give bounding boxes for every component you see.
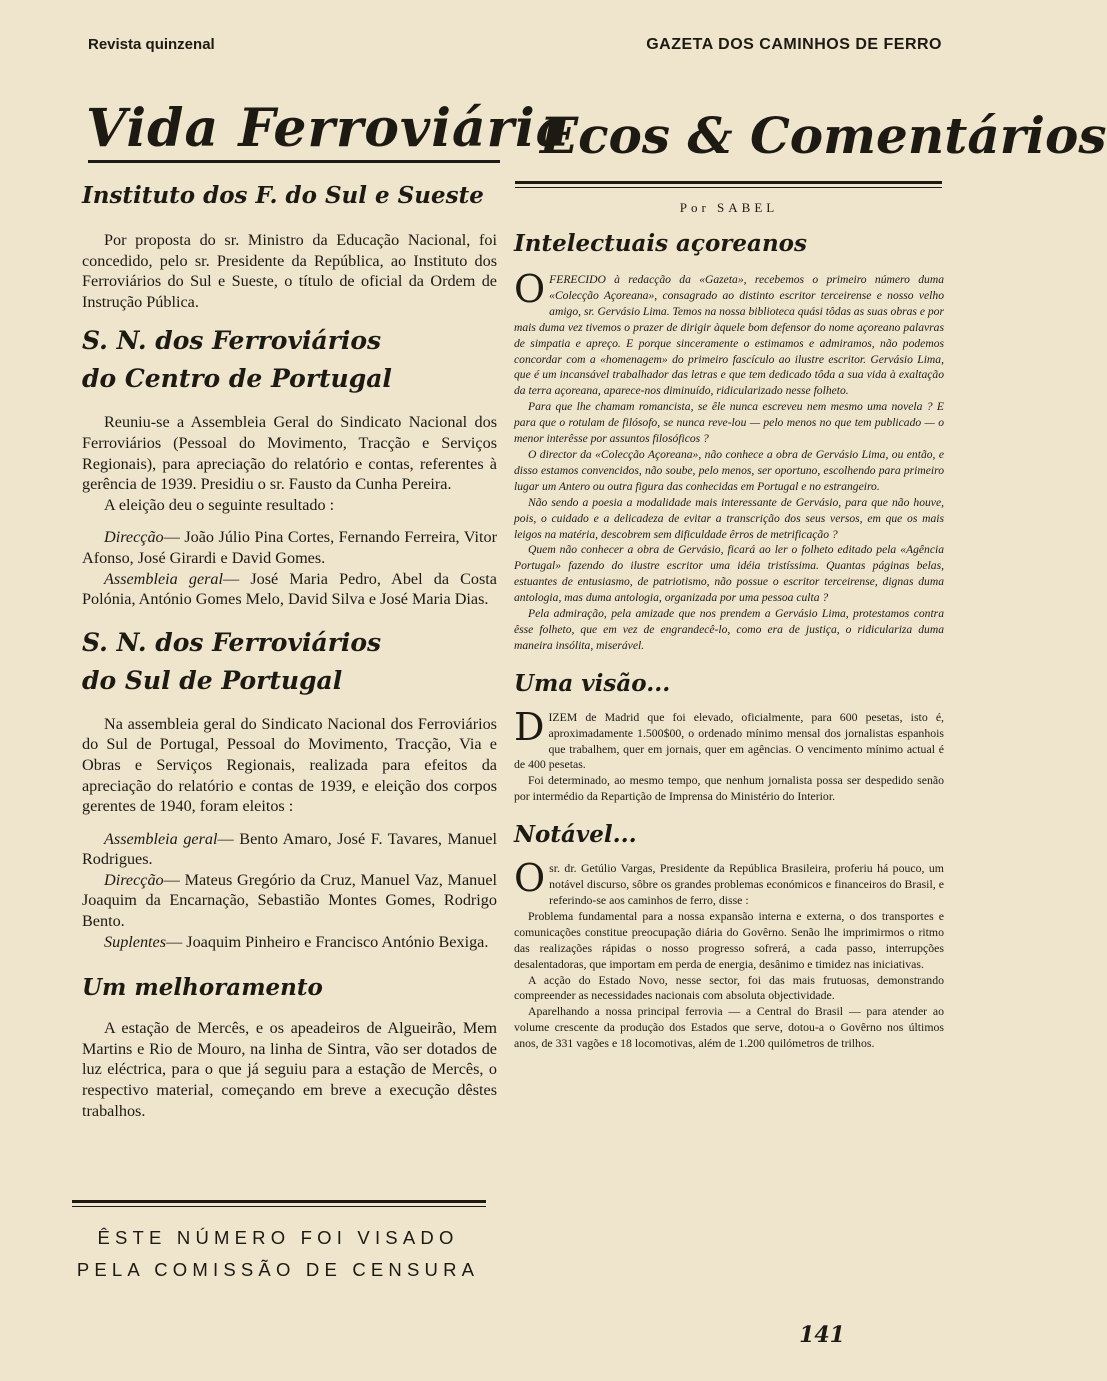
label-italic: Suplentes <box>104 932 167 951</box>
article-paragraph: A acção do Estado Novo, nesse sector, foi das mais frutuosas, demonstrando compreender as necessidades nacionais com absoluta objectividade. <box>514 972 944 1003</box>
heading-notavel: Notável... <box>514 821 637 849</box>
byline: Por SABEL <box>679 200 779 215</box>
heading-instituto: Instituto dos F. do Sul e Sueste <box>82 182 484 209</box>
paragraph-text: FERECIDO à redacção da «Gazeta», recebemos o primeiro número duma «Colecção Açoreana», consagrado ao distinto escritor terceirense e nosso velho amigo, sr. Gervásio Lima. Temos na nossa biblioteca quási tôdas as suas obras e por mais duma vez tivemos o prazer de dirigir àquele bom defensor do nome açoreano palavras de simpatia e apreço. E porque sinceramente o estimamos e admiramos, não podemos concordar com a «homenagem» do primeiro fascículo ao ilustre escritor. Gervásio Lima, que é um incansável trabalhador das letras e que tem dedicado tôda a sua vida à exaltação da terra açoreana, aparece-nos diminuído, ridicularizado nesse folheto. <box>514 273 944 398</box>
drop-cap: D <box>514 704 545 749</box>
drop-cap: O <box>514 856 546 901</box>
running-head-left: Revista quinzenal <box>88 36 215 53</box>
section-banner-ecos-comentarios: Ecos & Comentários <box>540 106 1107 165</box>
censorship-notice <box>66 1222 490 1286</box>
heading-line: S. N. dos Ferroviários <box>82 326 382 356</box>
article-paragraph: Reuniu-se a Assembleia Geral do Sindicato Nacional dos Ferroviários (Pessoal do Movimento, Tracção e Serviços Regionais), para apreciação do relatório e contas, referentes à gerência de 1939. Presidiu o sr. Fausto da Cunha Pereira. <box>82 413 497 494</box>
election-suplentes <box>82 932 497 953</box>
list-text: — Joaquim Pinheiro e Francisco António Bexiga. <box>166 932 489 951</box>
heading-line: do Sul de Portugal <box>82 665 343 695</box>
censor-rule-top-thin <box>72 1206 486 1207</box>
label-italic: Assembleia geral <box>104 829 218 848</box>
election-direccao-sul <box>82 870 497 932</box>
label-italic: Direcção <box>104 528 164 547</box>
list-text: — João Júlio Pina Cortes, Fernando Ferreira, Vitor Afonso, José Girardi e David Gomes. <box>82 528 497 567</box>
left-column <box>82 180 497 1121</box>
article-uma-visao <box>514 704 944 805</box>
article-paragraph: Quem não conhecer a obra de Gervásio, ficará ao ler o folheto editado pela «Agência Portugal» fazendo do ilustre escritor uma idéia tristíssima. Quantas páginas belas, estuantes de entusiasmo, de patriotismo, não possue o escritor terceirense, dignas duma antologia, mas duma antologia, organizada por uma pessoa culta ? <box>514 543 944 605</box>
page-number: 141 <box>799 1322 845 1348</box>
article-notavel <box>514 856 944 1052</box>
list-text: — Mateus Gregório da Cruz, Manuel Vaz, Manuel Joaquim da Encarnação, Sebastião Montes Gomes, Rodrigo Bento. <box>82 870 497 931</box>
banner-rule-right-thin <box>515 187 942 188</box>
article-paragraph <box>514 856 944 909</box>
censor-rule-top <box>72 1200 486 1203</box>
censor-line: PELA COMISSÃO DE CENSURA <box>76 1259 480 1280</box>
list-text: — José Maria Pedro, Abel da Costa Polónia, António Gomes Melo, David Silva e José Maria Dias. <box>82 569 497 609</box>
election-direccao <box>82 527 497 568</box>
article-paragraph: Foi determinado, ao mesmo tempo, que nenhum jornalista possa ser despedido senão por intermédio da Repartição de Imprensa do Ministério do Interior. <box>514 773 944 804</box>
paragraph-text: sr. dr. Getúlio Vargas, Presidente da República Brasileira, proferiu há pouco, um notável discurso, sôbre os grandes problemas económicos e financeiros do Brasil, e referindo-se aos caminhos de ferro, disse : <box>549 861 944 907</box>
drop-cap: O <box>514 267 546 311</box>
banner-rule-left <box>88 160 500 163</box>
article-paragraph: Para que lhe chamam romancista, se êle nunca escreveu nem mesmo uma novela ? E para que o rotulam de filósofo, se nunca reve-lou — pelo menos no que tem publicado — o menor interêsse por assuntos filosóficos ? <box>514 400 944 446</box>
article-paragraph: Aparelhando a nossa principal ferrovia — a Central do Brasil — para atender ao volume crescente da produção dos Estados que serve, dotou-a o Govêrno nos últimos anos, de 331 vagões e 18 locomotivas, além de 1.200 quilómetros de trilhos. <box>514 1004 944 1051</box>
running-head-right: GAZETA DOS CAMINHOS DE FERRO <box>646 36 942 53</box>
banner-rule-right <box>515 181 942 184</box>
paragraph-text: IZEM de Madrid que foi elevado, oficialmente, para 600 pesetas, isto é, aproximadamente 1.500$00, o ordenado mínimo mensal dos jornalistas espanhois que trabalhem, quer em jornais, quer em agências. O vencimento mínimo actual é de 400 pesetas. <box>514 709 944 772</box>
section-banner-vida-ferroviaria: Vida Ferroviária <box>86 98 571 159</box>
article-paragraph: A eleição deu o seguinte resultado : <box>104 495 335 514</box>
label-italic: Direcção <box>104 870 164 889</box>
article-paragraph <box>514 704 944 774</box>
censor-line: ÊSTE NÚMERO FOI VISADO <box>97 1227 459 1248</box>
list-text: — Bento Amaro, José F. Tavares, Manuel Rodrigues. <box>82 829 497 869</box>
label-italic: Assembleia geral <box>104 569 224 588</box>
election-assembleia-sul <box>82 829 497 870</box>
article-paragraph: Na assembleia geral do Sindicato Nacional dos Ferroviários do Sul de Portugal, Pessoal do Movimento, Tracção, Via e Obras e Serviços Regionais, realizada para efeitos da apreciação do relatório e contas de 1939, e eleição dos corpos gerentes de 1940, foram eleitos : <box>82 714 497 816</box>
heading-line: do Centro de Portugal <box>82 364 392 394</box>
article-paragraph: Por proposta do sr. Ministro da Educação Nacional, foi concedido, pelo sr. Presidente da República, ao Instituto dos Ferroviários do Sul e Sueste, o título de oficial da Ordem de Instrução Pública. <box>82 231 497 311</box>
heading-melhoramento: Um melhoramento <box>82 974 323 1002</box>
article-paragraph: O director da «Colecção Açoreana», não conhece a obra de Gervásio Lima, ou então, e disso estamos convencidos, não soube, pelo menos, ser oportuno, escolhendo para primeiro lugar um Antero ou outra figura das conhecidas em Portugal e no estrangeiro. <box>514 447 944 493</box>
right-column <box>514 200 944 1052</box>
article-paragraph <box>514 267 944 399</box>
article-paragraph: Não sendo a poesia a modalidade mais interessante de Gervásio, para que não houve, pois, o cuidado e a delicadeza de evitar a transcrição dos seus versos, em que os mais leigos na matéria, descobrem sem dificuldade êrros de metrificação ? <box>514 495 944 541</box>
heading-intelectuais: Intelectuais açoreanos <box>514 230 807 257</box>
article-intelectuais <box>514 267 944 654</box>
article-paragraph: A estação de Mercês, e os apeadeiros de Algueirão, Mem Martins e Rio de Mouro, na linha de Sintra, vão ser dotados de luz eléctrica, para o que já seguiu para a estação de Mercês, o respectivo material, começando em breve a execução dêstes trabalhos. <box>82 1019 497 1120</box>
heading-uma-visao: Uma visão... <box>514 669 671 697</box>
election-assembleia <box>82 569 497 610</box>
article-paragraph: Pela admiração, pela amizade que nos prendem a Gervásio Lima, protestamos contra êsse folheto, que em vez de engrandecê-lo, como era de justiça, o ridiculariza duma maneira insólita, miserável. <box>514 607 944 652</box>
heading-sn-centro <box>82 322 497 398</box>
heading-line: S. N. dos Ferroviários <box>82 627 382 657</box>
heading-sn-sul <box>82 624 497 700</box>
article-paragraph: Problema fundamental para a nossa expansão interna e externa, o dos transportes e comunicações constitue preocupação diária do Govêrno. Senão lhe imprimirmos o ritmo das realizações rápidas o nosso progresso sofrerá, a cada passo, interrupções desalentadoras, que importam em perda de energia, desânimo e timidez nas iniciativas. <box>514 908 944 971</box>
